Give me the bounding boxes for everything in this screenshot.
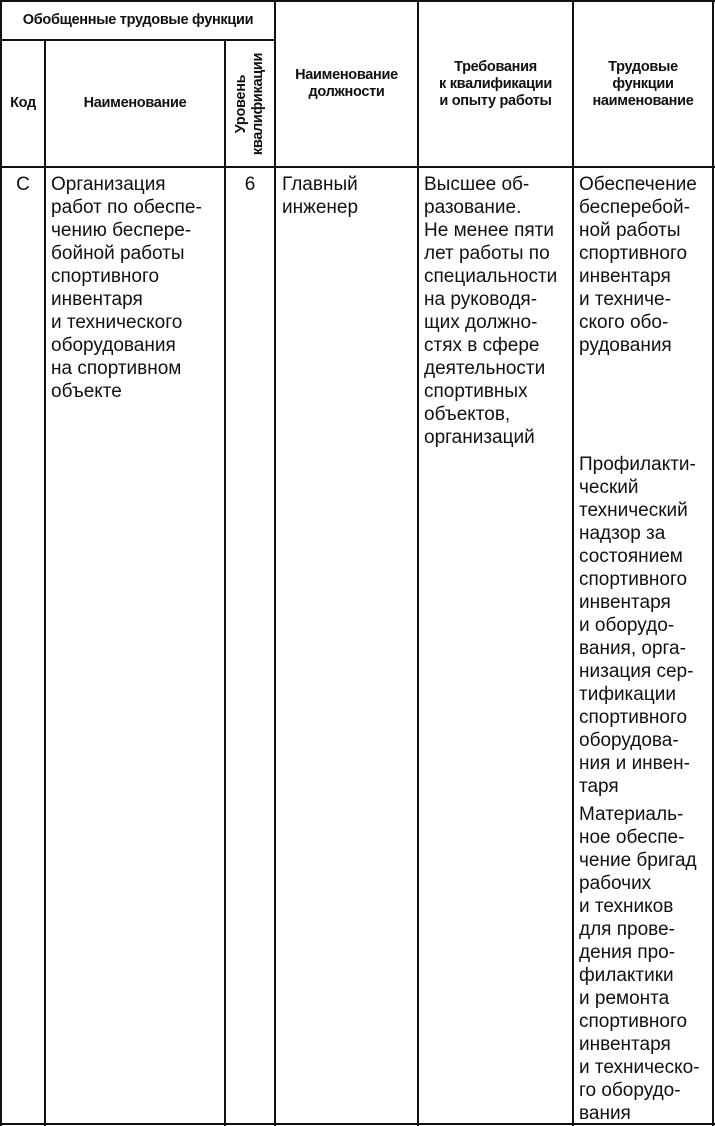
- header-code-text: Код: [10, 95, 36, 111]
- table-border-left: [0, 0, 2, 1126]
- header-labor-functions-text: Трудовые функции наименование: [592, 58, 694, 109]
- cell-position: Главный инженер: [282, 174, 359, 218]
- labor-function-item: Обеспечение бесперебой- ной работы спортивного инвентаря и техниче- ского обо- рудования: [579, 174, 697, 356]
- header-name: [46, 41, 224, 166]
- header-position-text: Наименование должности: [295, 67, 398, 100]
- cell-name: Организация работ по обеспе- чению беспере- бойной работы спортивного инвентаря и технического оборудования на спортивном объекте: [51, 174, 202, 402]
- header-labor-functions: [574, 2, 712, 166]
- header-bottom-divider: [0, 166, 715, 168]
- header-position: [276, 2, 417, 166]
- header-level-text: Уровень квалификации: [232, 52, 266, 156]
- cell-code: С: [16, 174, 30, 195]
- header-requirements-text: Требования к квалификации и опыту работы: [439, 58, 552, 109]
- column-divider-name: [224, 39, 226, 1126]
- labor-function-item: Материаль- ное обеспе- чение бригад рабочих и техников для прове- дения про- филактики и ремонта спортивного инвентаря и техническо- го оборудо- вания: [579, 804, 700, 1124]
- column-divider-code: [44, 39, 46, 1126]
- header-name-text: Наименование: [83, 95, 187, 111]
- header-level: [226, 42, 273, 166]
- header-group-title: [2, 2, 274, 39]
- cell-level: 6: [244, 174, 256, 195]
- column-divider-level: [274, 0, 276, 1126]
- cell-requirements: Высшее об- разование. Не менее пяти лет работы по специальности на руководя- щих должно- стях в сфере деятельности спортивных объектов, организаций: [424, 174, 558, 448]
- header-code: [2, 41, 44, 166]
- header-group-title-text: Обобщенные трудовые функции: [22, 12, 254, 28]
- header-requirements: [419, 2, 572, 166]
- column-divider-requirements: [572, 0, 574, 1126]
- column-divider-position: [417, 0, 419, 1126]
- labor-function-item: Профилакти- ческий технический надзор за состоянием спортивного инвентаря и оборудо- вания, орга- низация сер- тификации спортивного оборудова- ния и инвен- таря: [579, 454, 696, 797]
